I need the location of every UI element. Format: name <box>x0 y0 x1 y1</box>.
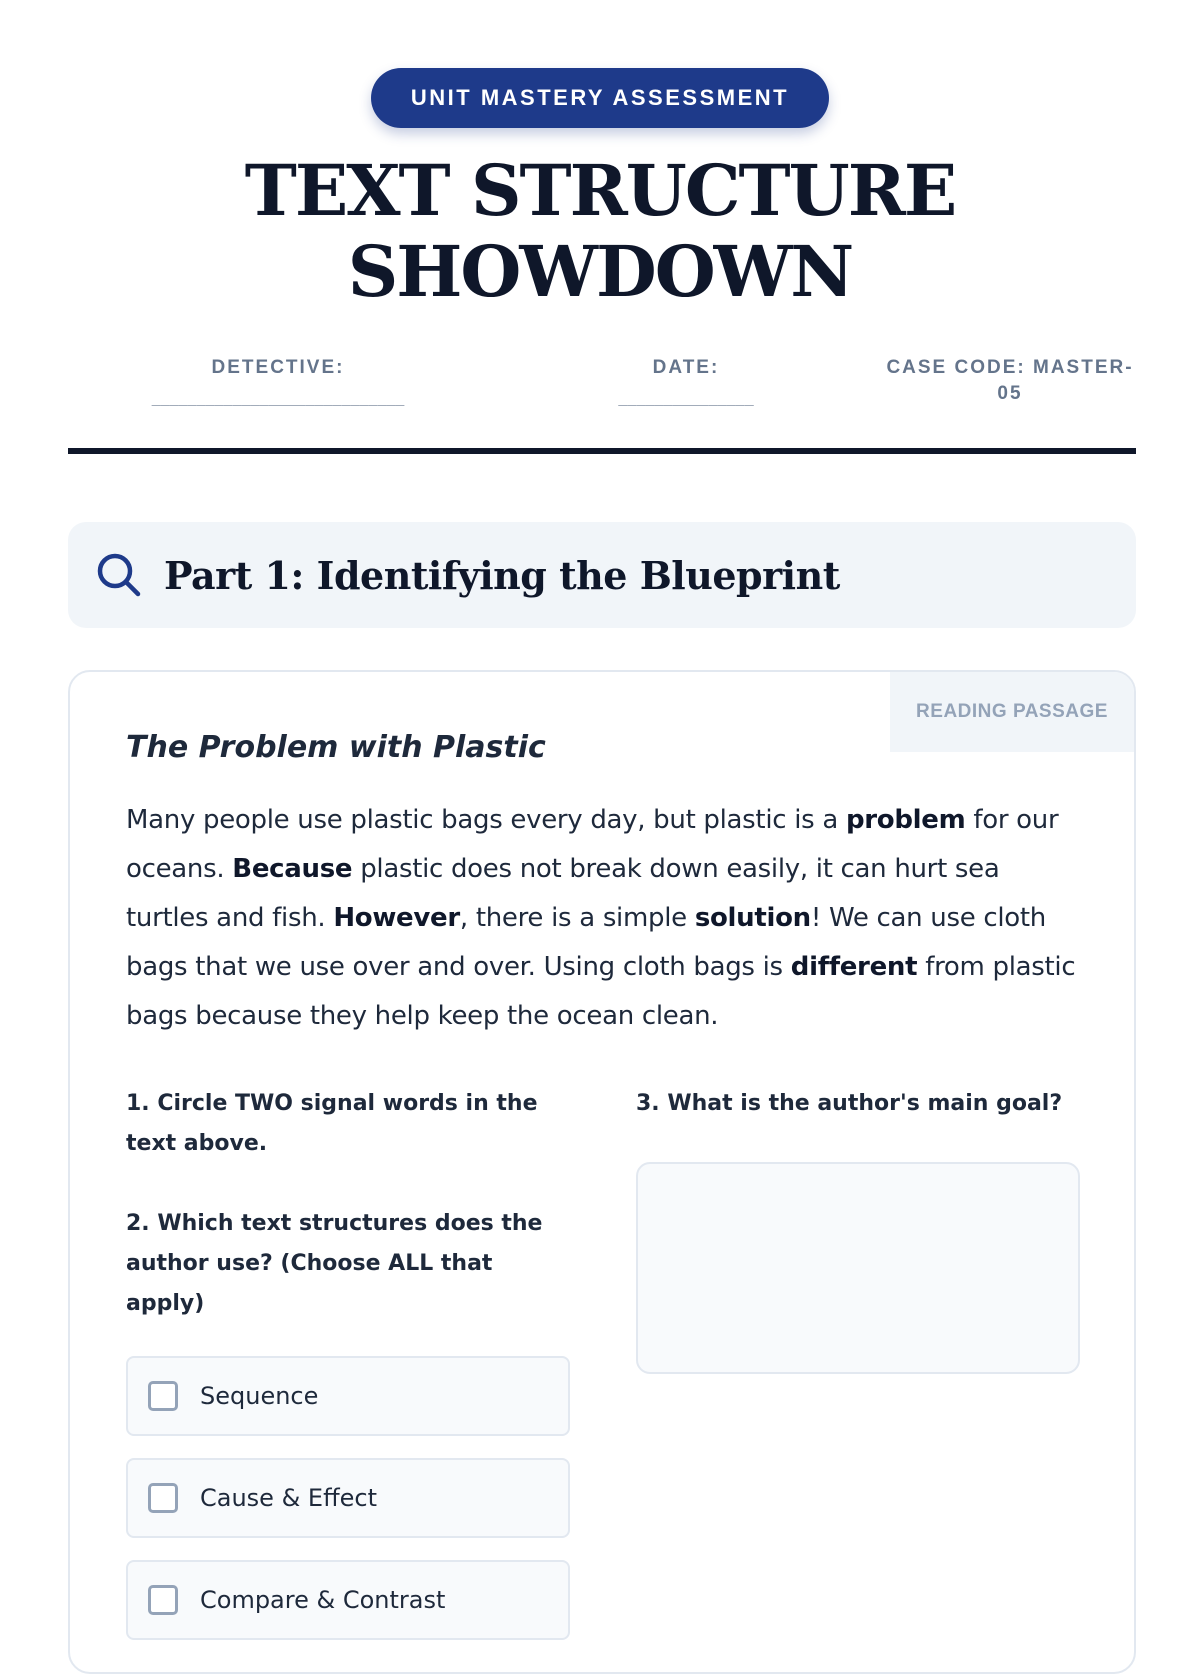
passage-card <box>68 670 1136 1674</box>
section-header <box>68 522 1136 628</box>
option-label: Sequence <box>200 1382 319 1410</box>
date-blank[interactable]: _______________ <box>618 388 754 406</box>
structure-options <box>126 1356 570 1640</box>
checkbox[interactable] <box>148 1585 178 1615</box>
date-field[interactable] <box>595 355 777 409</box>
questions-right-column <box>636 1084 1080 1374</box>
checkbox[interactable] <box>148 1381 178 1411</box>
case-code-label: CASE CODE: MASTER-05 <box>886 357 1134 404</box>
case-code <box>880 355 1140 407</box>
signal-word-problem: problem <box>845 805 966 835</box>
passage-segment: plastic does not break down easily, it can hurt sea turtles and fish. <box>126 854 1000 933</box>
title-line-2: SHOWDOWN <box>347 230 853 313</box>
questions-left-column <box>126 1084 570 1662</box>
passage-segment: for our oceans. <box>126 805 1059 884</box>
detective-blank[interactable]: ____________________________ <box>151 388 405 406</box>
signal-word-however: However <box>333 903 460 933</box>
page-title <box>0 150 1200 312</box>
signal-word-different: different <box>790 952 918 982</box>
reading-passage-tag: READING PASSAGE <box>890 672 1134 752</box>
passage-segment: Many people use plastic bags every day, but plastic is a <box>126 805 846 835</box>
option-cause-effect[interactable] <box>126 1458 570 1538</box>
assessment-badge: UNIT MASTERY ASSESSMENT <box>371 68 829 128</box>
passage-segment: from plastic bags because they help keep the ocean clean. <box>126 952 1076 1031</box>
section-title: Part 1: Identifying the Blueprint <box>164 552 840 598</box>
passage-segment: , there is a simple <box>459 903 695 933</box>
option-compare-contrast[interactable] <box>126 1560 570 1640</box>
badge-wrapper <box>0 68 1200 128</box>
checkbox[interactable] <box>148 1483 178 1513</box>
search-icon <box>96 552 142 598</box>
detective-field[interactable] <box>115 355 441 409</box>
signal-word-because: Because <box>232 854 353 884</box>
header-divider <box>68 448 1136 454</box>
passage-title: The Problem with Plastic <box>126 730 546 765</box>
question-1: 1. Circle TWO signal words in the text above. <box>126 1091 538 1156</box>
question-3: 3. What is the author's main goal? <box>636 1091 1063 1116</box>
passage-text <box>126 796 1086 1041</box>
question-2: 2. Which text structures does the author use? (Choose ALL that apply) <box>126 1211 543 1316</box>
passage-segment: ! We can use cloth bags that we use over and over. Using cloth bags is <box>126 903 1046 982</box>
meta-row <box>0 355 1200 415</box>
signal-word-solution: solution <box>694 903 811 933</box>
option-label: Compare & Contrast <box>200 1586 446 1614</box>
date-label: DATE: <box>652 357 720 378</box>
detective-label: DETECTIVE: <box>211 357 345 378</box>
option-sequence[interactable] <box>126 1356 570 1436</box>
main-goal-answer-box[interactable] <box>636 1162 1080 1374</box>
option-label: Cause & Effect <box>200 1484 377 1512</box>
title-line-1: TEXT STRUCTURE <box>244 149 956 232</box>
